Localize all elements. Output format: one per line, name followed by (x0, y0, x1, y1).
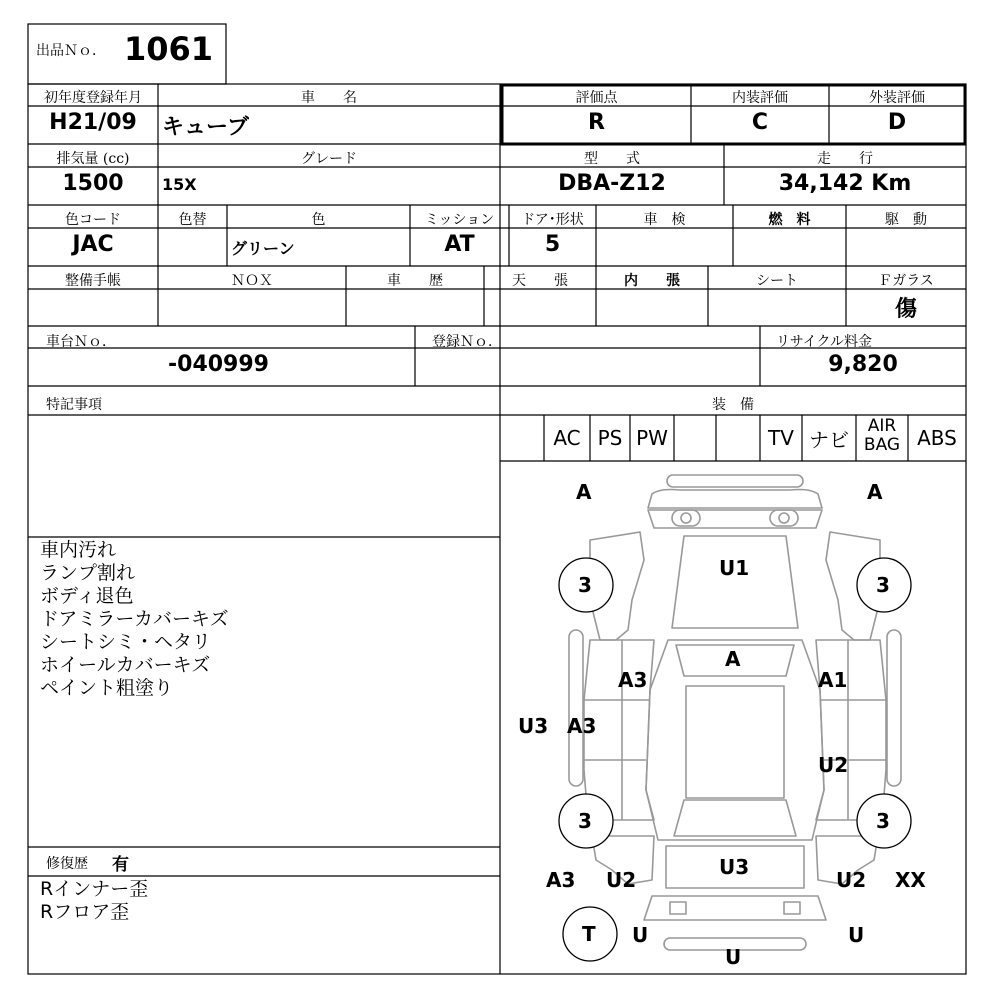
equip-navi: ナビ (809, 428, 849, 452)
drive-label: 駆 動 (885, 212, 927, 228)
color-label: 色 (311, 212, 326, 228)
notes-line: シートシミ・ヘタリ (40, 631, 212, 653)
mission-label: ミッション (424, 212, 495, 228)
mark-wheel-fr: 3 (876, 573, 890, 597)
repair-list (40, 878, 148, 924)
inspection-label: 車 検 (643, 212, 686, 228)
maintenance-label: 整備手帳 (65, 273, 121, 289)
notes-line: ペイント粗塗り (40, 677, 174, 699)
mark-rear-left-a: A3 (546, 868, 576, 892)
mark-right-fender: A1 (818, 668, 848, 692)
mission-value: AT (444, 232, 475, 257)
mileage-label: 走 行 (817, 151, 873, 167)
history-label: 車 歴 (387, 273, 443, 289)
equip-pw: PW (636, 426, 668, 450)
mark-bumper-bottom: U (725, 945, 742, 969)
mark-wheel-rr: 3 (876, 809, 890, 833)
mark-left-door: A3 (567, 714, 597, 738)
equip-airbag: AIR BAG (863, 416, 901, 455)
notes-line: ホイールカバーキズ (40, 654, 211, 676)
recycle-value: 9,820 (828, 352, 898, 377)
color-code-value: JAC (72, 232, 114, 257)
equip-abs: ABS (917, 426, 957, 450)
grade-label: グレード (301, 151, 357, 167)
exterior-value: D (887, 110, 907, 135)
repair-line: Rフロア歪 (40, 901, 130, 923)
equip-ps: PS (597, 426, 623, 450)
exterior-label: 外装評価 (869, 90, 925, 106)
car-name-value: キューブ (162, 115, 249, 140)
mark-left-fender: A3 (618, 668, 648, 692)
inner-label: 内 張 (624, 273, 680, 289)
color-value: グリーン (231, 239, 295, 258)
first-reg-label: 初年度登録年月 (44, 90, 142, 106)
repair-line: Rインナー歪 (40, 878, 149, 900)
mark-front-right: A (867, 480, 883, 504)
car-name-label: 車 名 (301, 90, 357, 106)
seat-label: シート (756, 273, 798, 289)
registration-label: 登録Ｎｏ． (432, 334, 502, 350)
mark-windshield: A (725, 647, 741, 671)
mark-rear-right-a: U2 (836, 868, 867, 892)
notes-line: ランプ割れ (40, 562, 136, 584)
notes-line: 車内汚れ (40, 539, 117, 561)
lot-label: 出品Ｎｏ． (36, 43, 106, 59)
color-code-label: 色コード (65, 212, 121, 228)
displacement-label: 排気量 (cc) (56, 151, 130, 167)
repair-value: 有 (112, 855, 129, 875)
interior-value: C (751, 110, 769, 135)
mark-tailgate: U3 (719, 855, 750, 879)
notes-line: ボディ退色 (40, 585, 134, 607)
mark-left-side: U3 (518, 714, 549, 738)
equipment-label: 装 備 (712, 397, 754, 413)
model-value: DBA-Z12 (558, 171, 666, 196)
lot-number: 1061 (124, 30, 214, 68)
mark-front-left: A (576, 480, 592, 504)
mark-hood: U1 (719, 556, 750, 580)
notes-label: 特記事項 (46, 397, 102, 413)
score-label: 評価点 (575, 90, 618, 106)
model-label: 型 式 (584, 151, 640, 167)
recycle-label: リサイクル料金 (776, 334, 873, 350)
repair-label: 修復歴 (46, 856, 88, 872)
mark-rear-left-b: U2 (606, 868, 637, 892)
interior-label: 内装評価 (732, 90, 788, 106)
displacement-value: 1500 (62, 171, 124, 196)
equip-ac: AC (553, 426, 581, 450)
roof-label: 天 張 (512, 273, 568, 289)
chassis-value: -040999 (168, 352, 269, 377)
mark-spare: T (582, 922, 596, 946)
mark-rear-right-b: XX (895, 868, 926, 892)
mark-right-door: U2 (818, 753, 849, 777)
fuel-label: 燃 料 (768, 212, 811, 228)
notes-line: ドアミラーカバーキズ (40, 608, 229, 630)
mark-bumper-left: U (632, 923, 649, 947)
mileage-value: 34,142 Km (778, 171, 912, 196)
mark-wheel-rl: 3 (578, 809, 592, 833)
glass-label: Ｆガラス (878, 273, 934, 289)
glass-value: 傷 (894, 297, 917, 322)
door-label: ドア･形状 (521, 212, 584, 228)
score-value: R (588, 110, 605, 135)
notes-list (40, 539, 229, 700)
grade-value: 15X (162, 175, 197, 194)
first-reg-value: H21/09 (49, 110, 137, 135)
mark-bumper-right: U (848, 923, 865, 947)
equip-tv: TV (768, 426, 794, 450)
door-value: 5 (544, 232, 561, 257)
repaint-label: 色替 (178, 212, 207, 228)
chassis-label: 車台Ｎｏ． (46, 334, 116, 350)
mark-wheel-fl: 3 (578, 573, 592, 597)
nox-label: ＮＯＸ (231, 273, 273, 289)
